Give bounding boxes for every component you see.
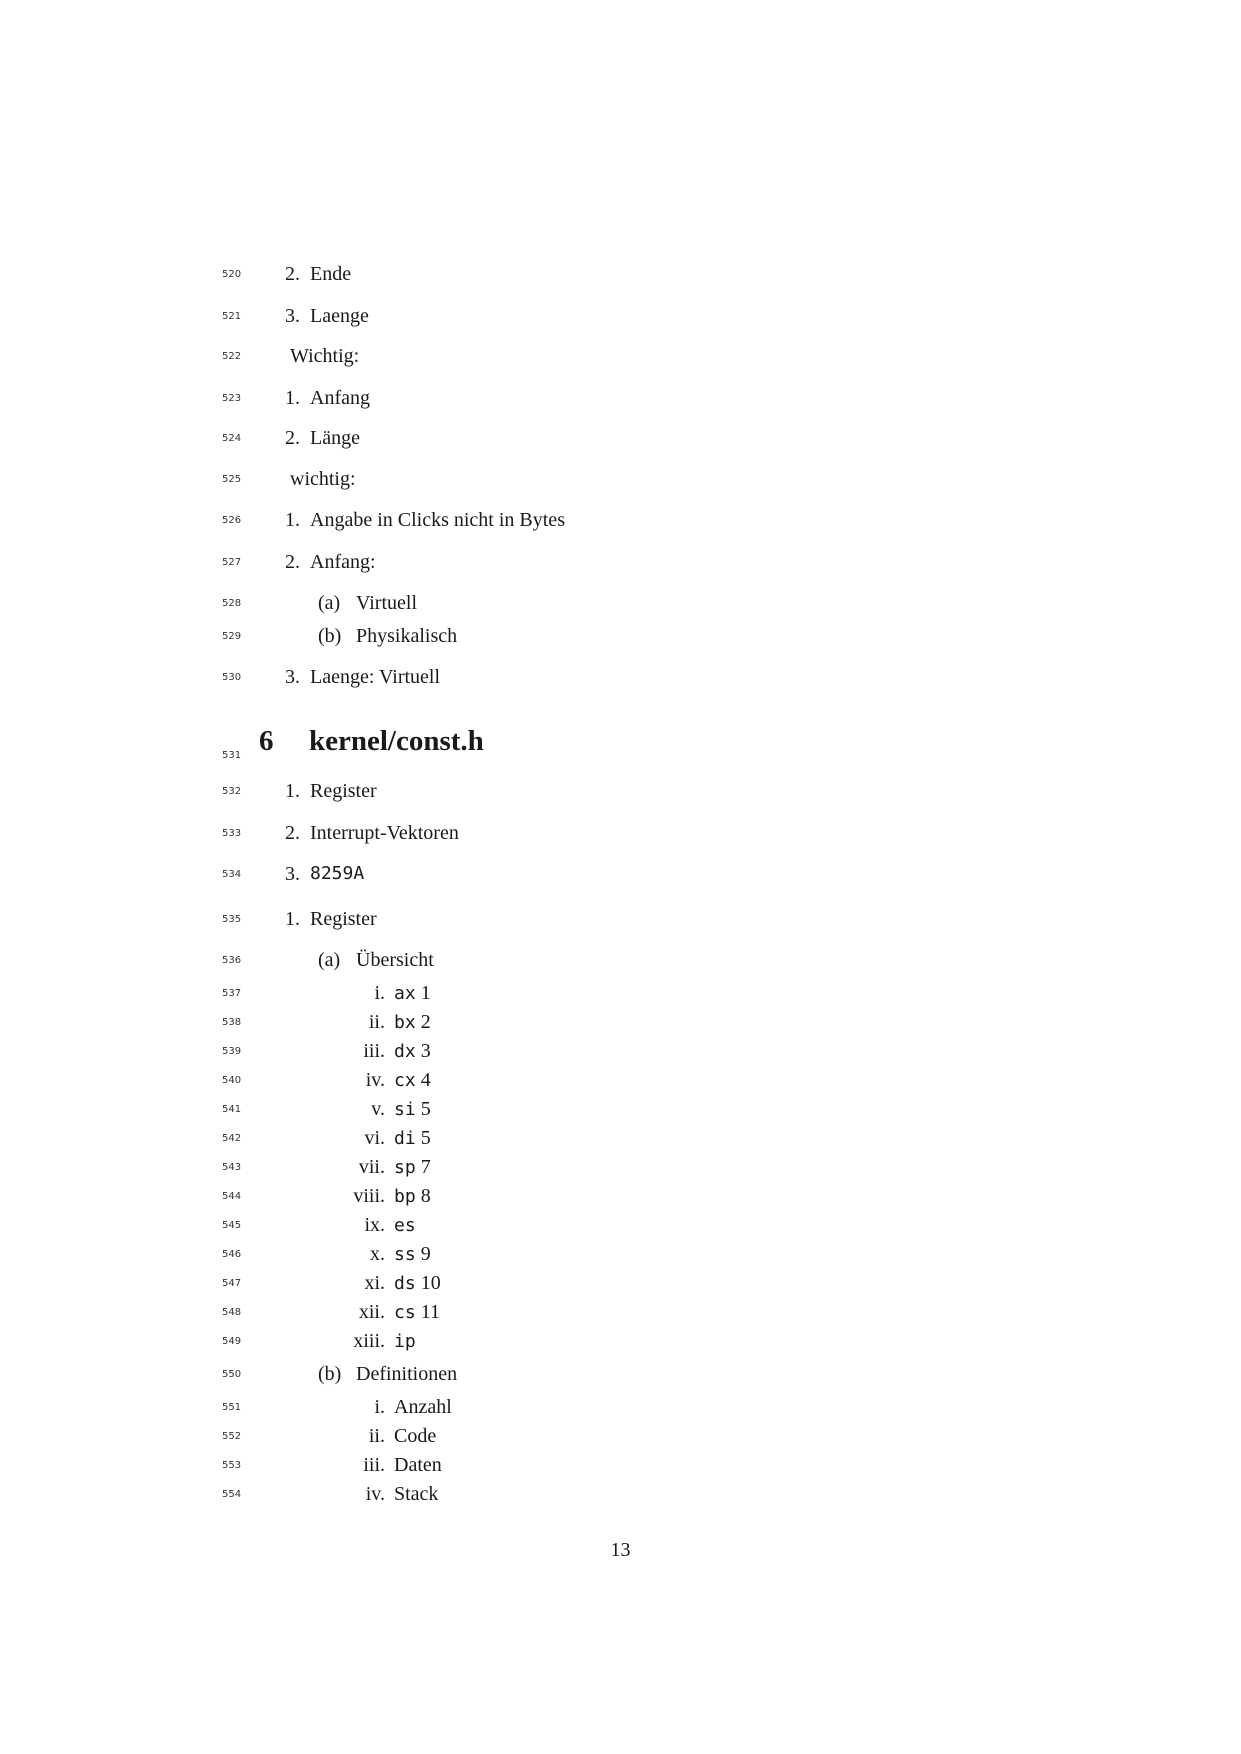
line-number: 540 <box>222 1075 242 1086</box>
list-value: 10 <box>420 1272 441 1294</box>
register-code: cs <box>394 1302 416 1323</box>
list-text <box>394 1329 416 1354</box>
list-text: 8259A <box>310 863 365 884</box>
line-number: 523 <box>222 393 242 404</box>
list-marker: ix. <box>364 1214 385 1236</box>
list-marker: x. <box>370 1243 385 1265</box>
list-marker: 2. <box>285 551 300 573</box>
list-text: wichtig: <box>290 468 356 490</box>
list-marker: i. <box>374 982 385 1004</box>
line-number: 520 <box>222 269 242 280</box>
list-marker: i. <box>374 1396 385 1418</box>
list-marker: (b) <box>318 1363 342 1385</box>
line-number: 541 <box>222 1104 242 1115</box>
list-value: 3 <box>420 1040 431 1062</box>
list-marker: 3. <box>285 863 300 885</box>
list-text: Register <box>310 780 377 802</box>
list-value: 7 <box>420 1156 431 1178</box>
line-number: 533 <box>222 828 242 839</box>
list-marker: iv. <box>365 1483 385 1505</box>
list-text: Interrupt-Vektoren <box>310 822 459 844</box>
register-code: ax <box>394 983 416 1004</box>
line-number: 522 <box>222 351 242 362</box>
line-number: 521 <box>222 311 242 322</box>
line-number: 534 <box>222 869 242 880</box>
list-marker: xii. <box>358 1301 385 1323</box>
list-text: Anfang <box>310 387 370 409</box>
list-value: 5 <box>420 1098 431 1120</box>
register-code: di <box>394 1128 416 1149</box>
list-marker: iv. <box>365 1069 385 1091</box>
list-text <box>394 1126 431 1151</box>
line-number: 553 <box>222 1460 242 1471</box>
list-text <box>394 981 431 1006</box>
line-number: 554 <box>222 1489 242 1500</box>
line-number: 536 <box>222 955 242 966</box>
list-marker: 3. <box>285 305 300 327</box>
line-number: 524 <box>222 433 242 444</box>
list-text <box>394 1482 438 1506</box>
register-code: si <box>394 1099 416 1120</box>
list-marker: 2. <box>285 263 300 285</box>
list-text <box>394 1213 416 1238</box>
list-value: Stack <box>394 1483 439 1505</box>
list-text: Virtuell <box>356 592 418 614</box>
line-number: 548 <box>222 1307 242 1318</box>
line-number: 543 <box>222 1162 242 1173</box>
line-number: 542 <box>222 1133 242 1144</box>
line-number: 532 <box>222 786 242 797</box>
list-text <box>394 1453 442 1477</box>
list-text <box>394 1039 431 1064</box>
list-item <box>290 344 359 368</box>
list-text: Länge <box>310 427 360 449</box>
list-text <box>394 1424 436 1448</box>
list-value: Anzahl <box>394 1396 452 1418</box>
line-number: 525 <box>222 474 242 485</box>
list-marker: 1. <box>285 908 300 930</box>
line-number: 549 <box>222 1336 242 1347</box>
line-number: 545 <box>222 1220 242 1231</box>
list-marker: 2. <box>285 822 300 844</box>
list-text <box>394 1010 431 1035</box>
list-item <box>290 467 356 491</box>
list-value: 4 <box>420 1069 431 1091</box>
list-marker: viii. <box>353 1185 385 1207</box>
line-number: 529 <box>222 631 242 642</box>
list-marker: vi. <box>364 1127 385 1149</box>
register-code: bp <box>394 1186 416 1207</box>
line-number: 527 <box>222 557 242 568</box>
list-value: 1 <box>420 982 431 1004</box>
line-number: 537 <box>222 988 242 999</box>
list-text <box>394 1395 452 1419</box>
list-marker: ii. <box>368 1011 385 1033</box>
list-marker: 3. <box>285 666 300 688</box>
list-text: Anfang: <box>310 551 376 573</box>
list-marker: iii. <box>363 1454 385 1476</box>
list-text <box>394 1300 440 1325</box>
register-code: ss <box>394 1244 416 1265</box>
list-text <box>394 1097 431 1122</box>
list-value: 2 <box>420 1011 431 1033</box>
line-number: 539 <box>222 1046 242 1057</box>
list-text <box>394 1184 431 1209</box>
line-number: 551 <box>222 1402 242 1413</box>
list-marker: (a) <box>318 592 341 614</box>
list-value: 11 <box>420 1301 440 1323</box>
list-text: Ende <box>310 263 352 285</box>
list-marker: v. <box>371 1098 385 1120</box>
list-text: Definitionen <box>356 1363 458 1385</box>
list-text <box>394 1242 431 1267</box>
list-marker: 1. <box>285 780 300 802</box>
line-number: 530 <box>222 672 242 683</box>
list-text <box>394 1155 431 1180</box>
line-number: 526 <box>222 515 242 526</box>
list-text: Physikalisch <box>356 625 458 647</box>
register-code: cx <box>394 1070 416 1091</box>
list-value: 8 <box>420 1185 431 1207</box>
list-marker: 1. <box>285 387 300 409</box>
list-text: Übersicht <box>356 949 434 971</box>
list-text <box>394 1271 441 1296</box>
list-marker: xi. <box>364 1272 385 1294</box>
list-value: 5 <box>420 1127 431 1149</box>
list-marker: 1. <box>285 509 300 531</box>
list-text: Register <box>310 908 377 930</box>
page-number: 13 <box>610 1539 631 1561</box>
line-number: 528 <box>222 598 242 609</box>
list-text: Wichtig: <box>290 345 360 367</box>
section-number: 6 <box>259 725 274 757</box>
list-value: Code <box>394 1425 437 1447</box>
list-marker: 2. <box>285 427 300 449</box>
line-number: 546 <box>222 1249 242 1260</box>
line-number: 531 <box>222 750 242 761</box>
list-marker: iii. <box>363 1040 385 1062</box>
section-title: kernel/const.h <box>309 725 484 757</box>
line-number: 547 <box>222 1278 242 1289</box>
line-number: 535 <box>222 914 242 925</box>
register-code: sp <box>394 1157 416 1178</box>
line-number: 544 <box>222 1191 242 1202</box>
list-marker: ii. <box>368 1425 385 1447</box>
line-number: 552 <box>222 1431 242 1442</box>
register-code: ds <box>394 1273 416 1294</box>
list-text: Angabe in Clicks nicht in Bytes <box>310 509 565 531</box>
list-value: 9 <box>420 1243 431 1265</box>
register-code: bx <box>394 1012 416 1033</box>
register-code: ip <box>394 1331 416 1352</box>
list-marker: (a) <box>318 949 341 971</box>
line-number: 550 <box>222 1369 242 1380</box>
register-code: es <box>394 1215 416 1236</box>
register-code: dx <box>394 1041 416 1062</box>
line-number: 538 <box>222 1017 242 1028</box>
list-value: Daten <box>394 1454 442 1476</box>
list-marker: (b) <box>318 625 342 647</box>
list-text: Laenge: Virtuell <box>310 666 441 688</box>
list-text: Laenge <box>310 305 369 327</box>
list-marker: xiii. <box>353 1330 385 1352</box>
list-text <box>394 1068 431 1093</box>
list-marker: vii. <box>358 1156 385 1178</box>
